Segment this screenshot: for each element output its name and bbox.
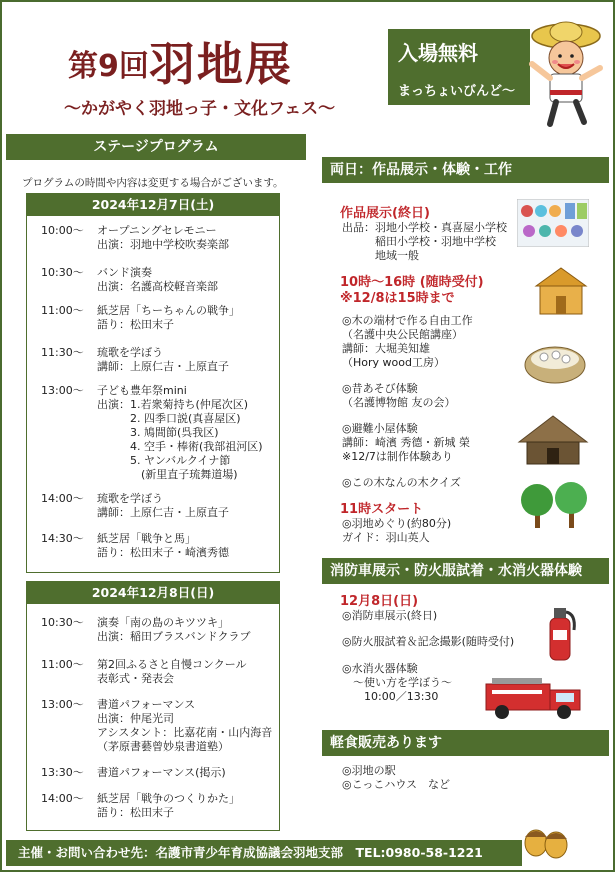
tour-start-heading: 11時スタート: [340, 502, 424, 517]
event-details: [97, 266, 218, 294]
event-line: 語り：松田末子: [97, 318, 174, 331]
event-line: 紙芝居「ちーちゃんの戦争」: [97, 304, 240, 317]
schedule-event: [41, 766, 226, 780]
event-details: [97, 304, 240, 332]
schedule-event: [41, 492, 229, 520]
event-line: 4. 空手・棒術(我部祖河区): [97, 440, 263, 453]
wooden-house-icon: [530, 264, 592, 318]
event-details: [97, 792, 240, 820]
fire-extinguisher-icon: [542, 602, 578, 662]
event-line: アシスタント：比嘉花南・山内海音: [97, 726, 273, 739]
event-line: （茅原書藝曾妙泉書道塾）: [97, 740, 229, 753]
fire-section-bar: 消防車展示・防火服試着・水消火器体験: [322, 558, 609, 584]
extinguisher-experience: ◎水消火器体験 〜使い方を学ぼう〜 10:00／13:30: [342, 662, 452, 703]
event-line: 語り：松田末子・崎濱秀德: [97, 546, 229, 559]
event-line: 講師：上原仁吉・上原直子: [97, 506, 229, 519]
day2-schedule: [26, 581, 280, 831]
schedule-event: [41, 346, 229, 374]
schedule-event: [41, 384, 263, 482]
day1-schedule: [26, 193, 280, 573]
event-line: 5. ヤンバルクイナ節: [97, 454, 231, 467]
title-prefix: 第9回: [68, 49, 149, 84]
title-main: 羽地展: [148, 37, 293, 91]
mascot-illustration: [522, 14, 608, 132]
event-time: 10:00〜: [41, 224, 84, 237]
exhibit-details: 出品：羽地小学校・真喜屋小学校 稲田小学校・羽地中学校 地域一般: [342, 221, 507, 262]
schedule-event: [41, 532, 229, 560]
schedule-event: [41, 658, 247, 686]
schedule-event: [41, 304, 240, 332]
schedule-event: [41, 266, 218, 294]
day2-date: 2024年12月8日(日): [27, 582, 279, 604]
event-time: 10:30〜: [41, 266, 84, 279]
old-games-experience: ◎昔あそび体験 （名護博物館 友の会）: [342, 382, 456, 409]
event-details: [97, 492, 229, 520]
event-line: 語り：松田末子: [97, 806, 174, 819]
event-time: 11:00〜: [41, 304, 84, 317]
event-details: [97, 658, 247, 686]
event-line: (新里直子琉舞道場): [97, 468, 238, 481]
event-line: 出演：羽地中学校吹奏楽部: [97, 238, 229, 251]
event-time: 14:30〜: [41, 532, 84, 545]
event-time: 13:00〜: [41, 698, 84, 711]
shelter-hut-experience: ◎避難小屋体験 講師：崎濱 秀德・新城 榮 ※12/7は制作体験あり: [342, 422, 470, 463]
event-line: 出演：仲尾光司: [97, 712, 174, 725]
event-subtitle: 〜かがやく羽地っ子・文化フェス〜: [64, 99, 336, 119]
fire-truck-display: ◎消防車展示(終日): [342, 609, 438, 622]
event-details: [97, 224, 229, 252]
tree-quiz: ◎この木なんの木クイズ: [342, 476, 461, 489]
event-line: 子ども豊年祭mini: [97, 384, 187, 397]
schedule-event: [41, 224, 229, 252]
event-line: 書道パフォーマンス: [97, 698, 196, 711]
event-line: 講師：上原仁吉・上原直子: [97, 360, 229, 373]
bowl-toys-icon: [522, 337, 588, 387]
event-line: 出演：稲田ブラスバンドクラブ: [97, 630, 251, 643]
fire-suit-trial: ◎防火服試着＆記念撮影(随時受付): [342, 635, 515, 648]
event-line: 書道パフォーマンス(掲示): [97, 766, 226, 779]
both-days-bar: 両日：作品展示・体験・工作: [322, 157, 609, 183]
event-line: バンド演奏: [97, 266, 152, 279]
event-line: 紙芝居「戦争のつくりかた」: [97, 792, 240, 805]
event-line: 紙芝居「戦争と馬」: [97, 532, 196, 545]
schedule-event: [41, 792, 240, 820]
event-time: 14:00〜: [41, 492, 84, 505]
event-time: 14:00〜: [41, 792, 84, 805]
event-time: 13:00〜: [41, 384, 84, 397]
event-details: [97, 698, 272, 754]
event-details: [97, 766, 226, 780]
event-title: [68, 28, 293, 94]
trees-icon: [517, 480, 591, 530]
event-time: 11:30〜: [41, 346, 84, 359]
hours-heading-note: ※12/8は15時まで: [340, 291, 455, 306]
haneji-tour: ◎羽地めぐり(約80分) ガイド：羽山英人: [342, 517, 452, 544]
event-time: 11:00〜: [41, 658, 84, 671]
free-admission-box: [388, 29, 530, 105]
stage-program-bar: ステージプログラム: [6, 134, 306, 160]
event-time: 10:30〜: [41, 616, 84, 629]
event-line: 第2回ふるさと自慢コンクール: [97, 658, 247, 671]
day1-date: 2024年12月7日(土): [27, 194, 279, 216]
event-line: 演奏「南の島のキツツキ」: [97, 616, 229, 629]
event-line: 出演：1.若衆菊持ち(仲尾次区): [97, 398, 249, 411]
event-line: 2. 四季口説(真喜屋区): [97, 412, 241, 425]
event-line: 琉歌を学ぼう: [97, 346, 163, 359]
organizer-contact-footer: 主催・お問い合わせ先：名護市青少年育成協議会羽地支部 TEL:0980-58-1221: [6, 840, 522, 866]
event-line: オープニングセレモニー: [97, 224, 217, 237]
schedule-event: [41, 698, 272, 754]
event-line: 琉歌を学ぼう: [97, 492, 163, 505]
event-line: 出演：名護高校軽音楽部: [97, 280, 218, 293]
fire-date-heading: 12月8日(日): [340, 594, 419, 609]
woodcraft-workshop: ◎木の端材で作る自由工作 （名護中央公民館講座） 講師：大堀美知雄 （Hory wood工房）: [342, 314, 473, 369]
exhibit-heading: 作品展示(終日): [340, 206, 430, 221]
food-section-bar: 軽食販売あります: [322, 730, 609, 756]
acorn-icon: [520, 817, 572, 861]
hours-heading: 10時〜16時 (随時受付): [340, 275, 484, 290]
fire-truck-icon: [482, 670, 586, 720]
free-admission-label: 入場無料: [398, 41, 478, 65]
schedule-event: [41, 616, 250, 644]
event-line: 表彰式・発表会: [97, 672, 174, 685]
event-time: 13:30〜: [41, 766, 84, 779]
event-details: [97, 346, 229, 374]
event-details: [97, 384, 263, 482]
schedule-change-note: プログラムの時間や内容は変更する場合がございます。: [22, 177, 284, 189]
event-details: [97, 532, 229, 560]
event-details: [97, 616, 250, 644]
thatched-hut-icon: [517, 412, 589, 468]
artwork-photo-icon: [517, 199, 589, 247]
welcome-phrase: まっちょいびんど〜: [398, 84, 516, 99]
food-vendors: ◎羽地の駅 ◎こっこハウス など: [342, 764, 451, 791]
event-line: 3. 鳩間節(呉我区): [97, 426, 219, 439]
